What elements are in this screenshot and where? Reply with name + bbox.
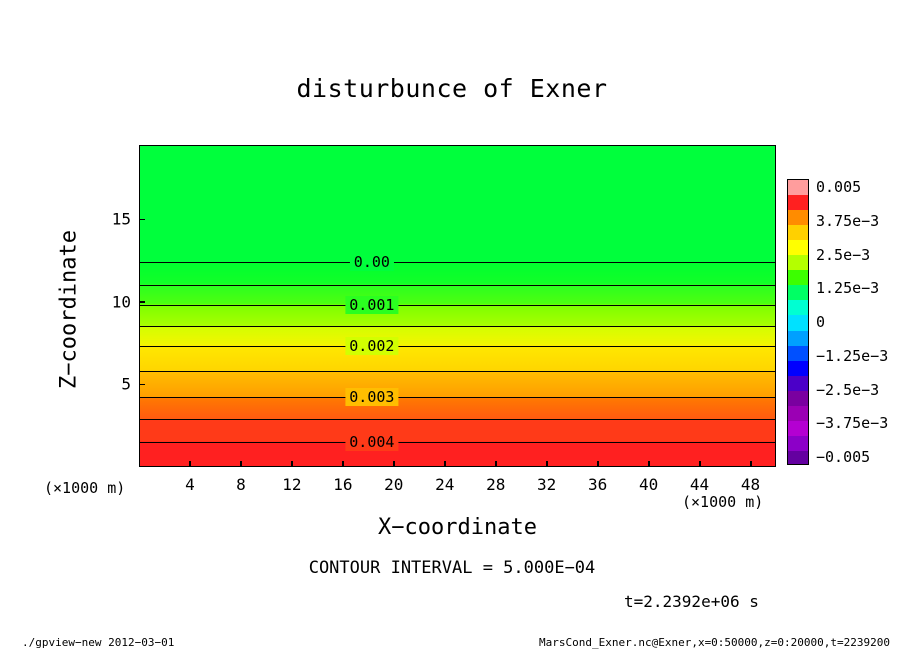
x-tick-label: 36 [587,475,608,494]
plot-area [139,145,776,467]
contour-band [140,346,775,371]
x-tick-mark [291,461,293,467]
contour-band [140,419,775,441]
colorbar-segment [788,300,808,316]
x-tick-mark [750,461,752,467]
minor-contour-line [140,326,775,327]
major-contour-line [140,305,775,306]
contour-label: 0.003 [345,388,398,406]
colorbar-tick-label: 2.5e−3 [816,245,871,264]
colorbar-tick-label: 3.75e−3 [816,211,880,230]
colorbar-tick-label: −2.5e−3 [816,380,880,399]
colorbar-tick-label: −3.75e−3 [816,414,889,433]
x-tick-label: 8 [236,475,246,494]
contour-band [140,305,775,326]
contour-band [140,442,775,467]
x-tick-mark [240,461,242,467]
colorbar [787,179,809,465]
x-axis-label: X−coordinate [378,515,537,540]
x-tick-label: 32 [537,475,557,494]
x-tick-mark [495,461,497,467]
minor-contour-line [140,285,775,286]
contour-band [140,285,775,304]
colorbar-segment [788,195,808,211]
x-unit-right-label: (×1000 m) [682,493,764,511]
y-tick-mark [139,384,145,386]
x-tick-label: 28 [486,475,506,494]
colorbar-tick-label: −1.25e−3 [816,346,889,365]
y-tick-mark [139,219,145,221]
major-contour-line [140,346,775,347]
x-tick-mark [393,461,395,467]
x-tick-mark [444,461,446,467]
colorbar-segment [788,240,808,256]
x-tick-label: 24 [435,475,455,494]
x-tick-label: 44 [689,475,710,494]
colorbar-tick-label: 0 [816,313,826,331]
page-title: disturbunce of Exner [296,74,608,103]
x-tick-label: 16 [333,475,353,494]
colorbar-segment [788,391,808,407]
contour-band [140,326,775,345]
colorbar-segment [788,361,808,377]
colorbar-segment [788,255,808,271]
major-contour-line [140,262,775,263]
colorbar-segment [788,376,808,392]
colorbar-segment [788,406,808,422]
x-tick-mark [648,461,650,467]
minor-contour-line [140,371,775,372]
filled-contour-field [140,146,775,466]
time-stamp: t=2.2392e+06 s [624,592,759,611]
colorbar-segment [788,270,808,286]
minor-contour-line [140,419,775,420]
y-tick-label: 5 [121,374,131,394]
contour-band [140,262,775,284]
x-tick-mark [342,461,344,467]
contour-band [140,371,775,396]
colorbar-segment [788,451,808,465]
x-tick-label: 12 [282,475,302,494]
contour-band [140,146,775,262]
contour-label: 0.00 [350,253,394,271]
contour-label: 0.004 [345,433,398,451]
x-tick-label: 20 [384,475,404,494]
y-tick-label: 15 [111,209,131,229]
x-tick-mark [597,461,599,467]
x-tick-label: 48 [740,475,761,494]
contour-band [140,397,775,419]
major-contour-line [140,442,775,443]
footer-right: MarsCond_Exner.nc@Exner,x=0:50000,z=0:20000,t=2239200 [539,636,890,649]
x-tick-label: 40 [638,475,659,494]
colorbar-tick-label: −0.005 [816,448,871,466]
colorbar-segment [788,315,808,331]
x-unit-left-label: (×1000 m) [44,479,126,497]
contour-label: 0.002 [345,337,398,355]
x-tick-mark [699,461,701,467]
x-tick-mark [546,461,548,467]
y-tick-label: 10 [111,292,131,312]
x-tick-label: 4 [185,475,195,494]
colorbar-tick-label: 0.005 [816,178,862,196]
colorbar-segment [788,285,808,301]
contour-label: 0.001 [345,296,398,314]
y-axis-label: Z−coordinate [56,230,82,389]
colorbar-segment [788,436,808,452]
contour-interval-text: CONTOUR INTERVAL = 5.000E−04 [308,558,596,578]
colorbar-segment [788,421,808,437]
colorbar-segment [788,180,808,196]
x-tick-mark [189,461,191,467]
y-tick-mark [139,301,145,303]
colorbar-segment [788,225,808,241]
colorbar-segment [788,346,808,362]
colorbar-segment [788,210,808,226]
colorbar-tick-label: 1.25e−3 [816,279,880,298]
colorbar-segment [788,331,808,347]
footer-left: ./gpview−new 2012−03−01 [22,636,175,649]
major-contour-line [140,397,775,398]
